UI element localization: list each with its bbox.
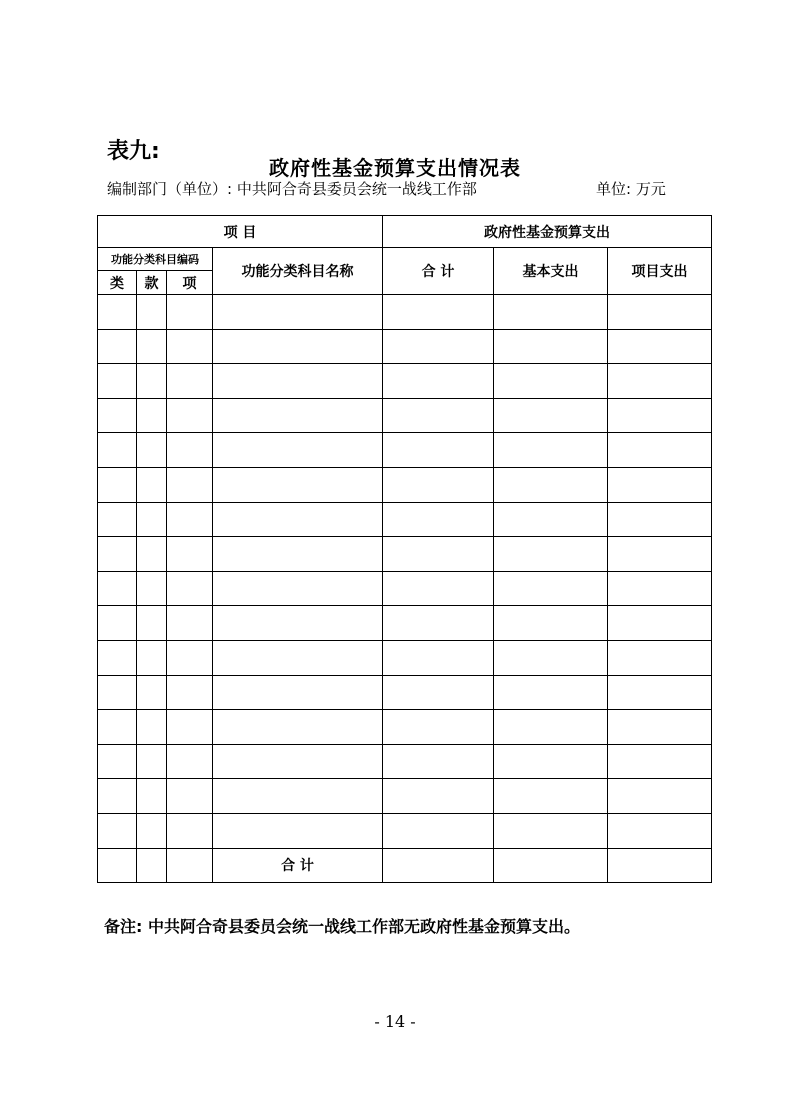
cell-basic	[494, 295, 608, 330]
cell-section	[137, 364, 167, 399]
cell-name	[213, 433, 383, 468]
cell-name	[213, 502, 383, 537]
cell-total	[383, 571, 494, 606]
cell-subitem	[167, 398, 213, 433]
cell-class	[98, 571, 137, 606]
cell-class	[98, 502, 137, 537]
cell-item	[608, 537, 712, 572]
cell-item	[608, 640, 712, 675]
cell-section	[137, 640, 167, 675]
cell-item	[608, 433, 712, 468]
cell-section	[137, 779, 167, 814]
cell-name: 合 计	[213, 848, 383, 883]
cell-item	[608, 295, 712, 330]
cell-basic	[494, 675, 608, 710]
cell-total	[383, 606, 494, 641]
cell-subitem	[167, 675, 213, 710]
header-fund-expenditure: 政府性基金预算支出	[383, 216, 712, 248]
cell-class	[98, 467, 137, 502]
table-row	[98, 606, 712, 641]
cell-total	[383, 329, 494, 364]
cell-section	[137, 502, 167, 537]
cell-class	[98, 710, 137, 745]
cell-subitem	[167, 295, 213, 330]
header-total: 合 计	[383, 248, 494, 295]
cell-total	[383, 364, 494, 399]
cell-name	[213, 398, 383, 433]
cell-class	[98, 295, 137, 330]
cell-item	[608, 398, 712, 433]
cell-item	[608, 364, 712, 399]
cell-name	[213, 467, 383, 502]
cell-section	[137, 329, 167, 364]
cell-basic	[494, 813, 608, 848]
cell-class	[98, 675, 137, 710]
table-row	[98, 813, 712, 848]
cell-name	[213, 537, 383, 572]
cell-section	[137, 606, 167, 641]
cell-item	[608, 502, 712, 537]
cell-item	[608, 848, 712, 883]
cell-section	[137, 295, 167, 330]
cell-section	[137, 433, 167, 468]
document-title: 政府性基金预算支出情况表	[269, 156, 521, 180]
cell-subitem	[167, 744, 213, 779]
cell-section	[137, 675, 167, 710]
cell-subitem	[167, 433, 213, 468]
cell-basic	[494, 364, 608, 399]
table-row	[98, 779, 712, 814]
cell-basic	[494, 779, 608, 814]
header-project-expenditure: 项目支出	[608, 248, 712, 295]
table-row	[98, 329, 712, 364]
cell-subitem	[167, 502, 213, 537]
cell-item	[608, 744, 712, 779]
header-basic-expenditure: 基本支出	[494, 248, 608, 295]
cell-subitem	[167, 606, 213, 641]
cell-name	[213, 606, 383, 641]
page-number: - 14 -	[374, 1012, 416, 1031]
cell-basic	[494, 640, 608, 675]
cell-name	[213, 295, 383, 330]
cell-subitem	[167, 329, 213, 364]
table-row	[98, 295, 712, 330]
cell-name	[213, 640, 383, 675]
cell-item	[608, 571, 712, 606]
cell-class	[98, 744, 137, 779]
cell-name	[213, 744, 383, 779]
cell-section	[137, 744, 167, 779]
cell-total	[383, 295, 494, 330]
cell-subitem	[167, 467, 213, 502]
table-row	[98, 744, 712, 779]
table-row	[98, 364, 712, 399]
cell-subitem	[167, 813, 213, 848]
header-section: 款	[137, 271, 167, 295]
cell-total	[383, 744, 494, 779]
header-row-2	[98, 248, 712, 271]
cell-total	[383, 640, 494, 675]
table-row	[98, 710, 712, 745]
cell-basic	[494, 329, 608, 364]
cell-class	[98, 364, 137, 399]
cell-subitem	[167, 848, 213, 883]
table-row	[98, 848, 712, 883]
cell-name	[213, 571, 383, 606]
header-class: 类	[98, 271, 137, 295]
cell-section	[137, 710, 167, 745]
fund-expenditure-table	[97, 215, 712, 883]
cell-basic	[494, 537, 608, 572]
cell-basic	[494, 710, 608, 745]
cell-total	[383, 813, 494, 848]
cell-class	[98, 640, 137, 675]
table-row	[98, 675, 712, 710]
cell-name	[213, 779, 383, 814]
cell-name	[213, 364, 383, 399]
cell-total	[383, 467, 494, 502]
cell-class	[98, 779, 137, 814]
cell-section	[137, 398, 167, 433]
table-row	[98, 537, 712, 572]
header-function-code: 功能分类科目编码	[98, 248, 213, 271]
cell-basic	[494, 848, 608, 883]
cell-item	[608, 675, 712, 710]
cell-basic	[494, 398, 608, 433]
cell-item	[608, 606, 712, 641]
cell-class	[98, 537, 137, 572]
cell-class	[98, 813, 137, 848]
cell-total	[383, 848, 494, 883]
header-function-name: 功能分类科目名称	[213, 248, 383, 295]
cell-basic	[494, 571, 608, 606]
cell-name	[213, 675, 383, 710]
cell-class	[98, 329, 137, 364]
cell-name	[213, 813, 383, 848]
cell-item	[608, 467, 712, 502]
cell-subitem	[167, 640, 213, 675]
preparing-department: 编制部门（单位）: 中共阿合奇县委员会统一战线工作部	[107, 180, 477, 198]
cell-basic	[494, 744, 608, 779]
cell-section	[137, 813, 167, 848]
table-row	[98, 640, 712, 675]
cell-class	[98, 398, 137, 433]
table-row	[98, 571, 712, 606]
cell-name	[213, 710, 383, 745]
unit-label: 单位: 万元	[596, 180, 666, 198]
header-subitem: 项	[167, 271, 213, 295]
cell-section	[137, 537, 167, 572]
cell-name	[213, 329, 383, 364]
table-row	[98, 398, 712, 433]
cell-basic	[494, 467, 608, 502]
cell-total	[383, 502, 494, 537]
cell-subitem	[167, 571, 213, 606]
header-row-1	[98, 216, 712, 248]
cell-class	[98, 606, 137, 641]
cell-subitem	[167, 364, 213, 399]
cell-item	[608, 710, 712, 745]
cell-total	[383, 675, 494, 710]
cell-subitem	[167, 537, 213, 572]
cell-total	[383, 433, 494, 468]
table-row	[98, 433, 712, 468]
cell-basic	[494, 606, 608, 641]
cell-basic	[494, 433, 608, 468]
cell-total	[383, 710, 494, 745]
cell-section	[137, 571, 167, 606]
cell-subitem	[167, 710, 213, 745]
footnote: 备注: 中共阿合奇县委员会统一战线工作部无政府性基金预算支出。	[104, 917, 580, 936]
cell-class	[98, 848, 137, 883]
cell-section	[137, 848, 167, 883]
cell-total	[383, 537, 494, 572]
table-label: 表九:	[107, 139, 160, 164]
cell-total	[383, 398, 494, 433]
cell-basic	[494, 502, 608, 537]
cell-total	[383, 779, 494, 814]
cell-item	[608, 779, 712, 814]
cell-subitem	[167, 779, 213, 814]
cell-class	[98, 433, 137, 468]
header-project: 项 目	[98, 216, 383, 248]
table-row	[98, 502, 712, 537]
cell-item	[608, 813, 712, 848]
cell-item	[608, 329, 712, 364]
cell-section	[137, 467, 167, 502]
table-row	[98, 467, 712, 502]
